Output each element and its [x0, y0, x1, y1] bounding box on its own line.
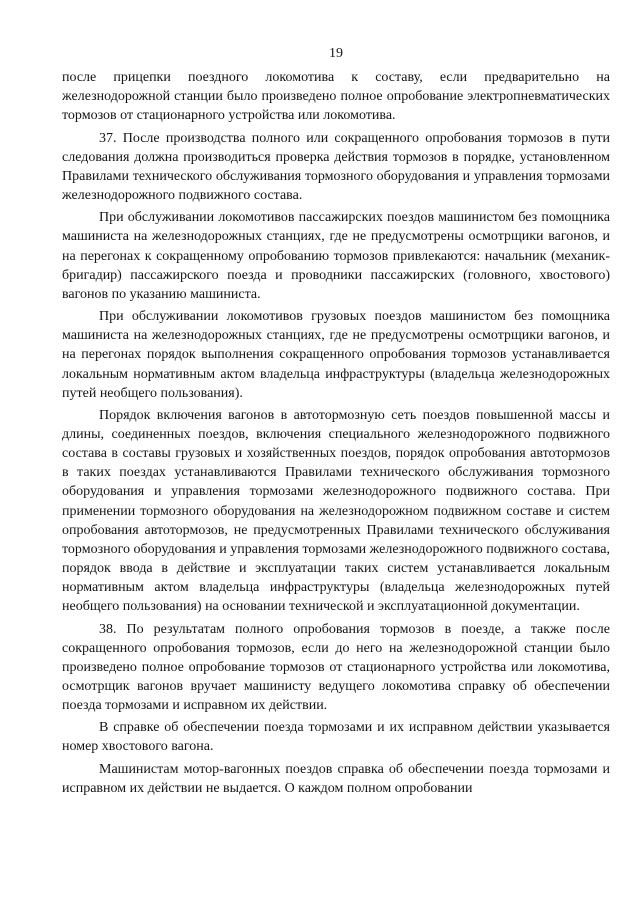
paragraph-multiple-unit-trains: Машинистам мотор-вагонных поездов справка об обеспечении поезда тормозами и исправном их действии не выдается. О каждом полном опробовании: [62, 761, 610, 796]
paragraph-clause-38: 38. По результатам полного опробования тормозов в поезде, а также после сокращенного опробования тормозов, если до него на железнодорожной станции было произведено полное опробование тормозов от стационарного устройства или локомотива, осмотрщик вагонов вручает машинисту ведущего локомотива справку об обеспечении поезда тормозами и исправном их действии.: [62, 621, 610, 714]
page-number: 19: [329, 46, 343, 61]
paragraph-passenger-trains: При обслуживании локомотивов пассажирских поездов машинистом без помощника машиниста на железнодорожных станциях, где не предусмотрены осмотрщики вагонов, и на перегонах к сокращенному опробованию тормозов привлекаются: начальник (механик-бригадир) пассажирского поезда и проводники пассажирских (головного, хвостового) вагонов по указанию машиниста.: [62, 210, 610, 302]
paragraph-certificate-tail-car: В справке об обеспечении поезда тормозами и их исправном действии указывается номер хвостового вагона.: [62, 720, 610, 755]
document-page: [62, 44, 610, 798]
paragraph-clause-37: 37. После производства полного или сокращенного опробования тормозов в пути следования должна производиться проверка действия тормозов в порядке, установленном Правилами технического обслуживания тормозного оборудования и управления тормозами железнодорожного подвижного состава.: [62, 130, 610, 204]
paragraph-continuation: после прицепки поездного локомотива к составу, если предварительно на железнодорожной станции было произведено полное опробование электропневматических тормозов от стационарного устройства или локомотива.: [62, 70, 610, 124]
paragraph-freight-trains: При обслуживании локомотивов грузовых поездов машинистом без помощника машиниста на железнодорожных станциях, где не предусмотрены осмотрщики вагонов, и на перегонах порядок выполнения сокращенного опробования тормозов устанавливается локальным нормативным актом владельца инфраструктуры (владельца железнодорожных путей необщего пользования).: [62, 309, 610, 401]
paragraph-brake-network-order: Порядок включения вагонов в автотормозную сеть поездов повышенной массы и длины, соединенных поездов, включения специального железнодорожного подвижного состава в составы грузовых и хозяйственных поездов, порядок опробования автотормозов в таких поездах устанавливаются Правилами технического обслуживания тормозного оборудования и управления тормозами железнодорожного подвижного состава. При применении тормозного оборудования на железнодорожном подвижном составе и систем опробования автотормозов, не предусмотренных Правилами технического обслуживания тормозного оборудования и управления тормозами железнодорожного подвижного состава, порядок ввода в действие и эксплуатации таких систем устанавливается локальным нормативным актом владельца инфраструктуры (владельца железнодорожных путей необщего пользования) на основании технической и эксплуатационной документации.: [62, 407, 610, 615]
